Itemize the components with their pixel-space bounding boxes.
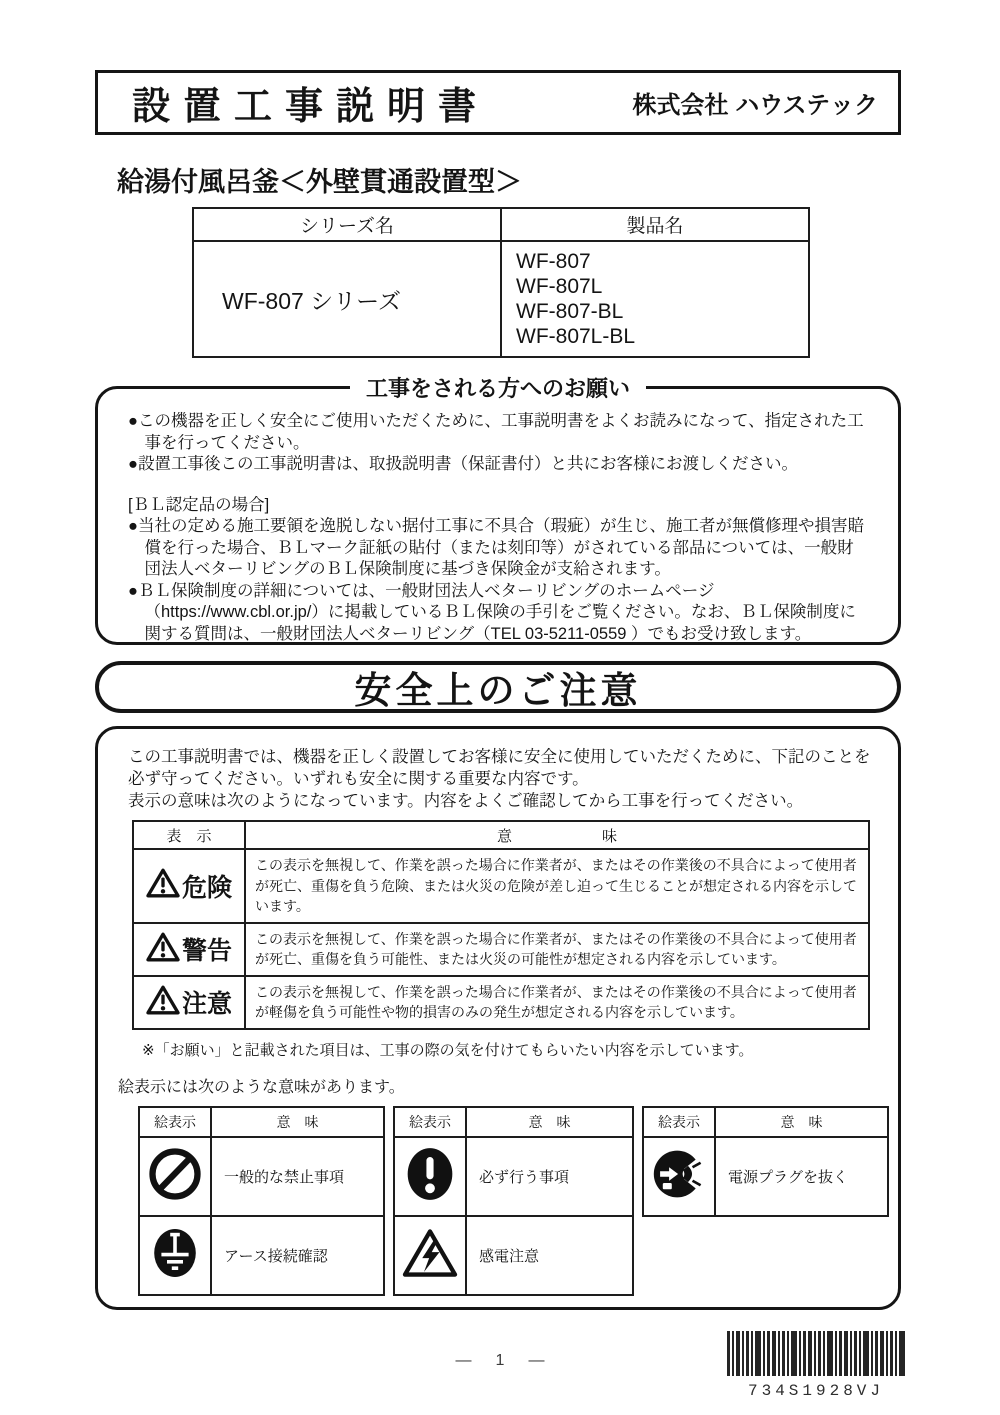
earth-ground-icon bbox=[139, 1216, 211, 1295]
warning-row bbox=[133, 923, 869, 976]
pictogram-meaning: 必ず行う事項 bbox=[466, 1137, 633, 1216]
product-table-row bbox=[193, 241, 809, 357]
product-category-subtitle: 給湯付風呂釜＜外壁貫通設置型＞ bbox=[117, 167, 522, 197]
danger-sign-cell bbox=[133, 849, 245, 923]
warning-meaning: この表示を無視して、作業を誤った場合に作業者が、またはその作業後の不具合によって使用者が死亡、重傷を負う可能性、または火災の可能性が想定される内容を示しています。 bbox=[245, 923, 869, 976]
product-name-header: 製品名 bbox=[501, 208, 809, 241]
warning-triangle-icon bbox=[146, 985, 180, 1020]
series-name-cell: WF-807 シリーズ bbox=[193, 241, 501, 357]
company-name: 株式会社 ハウステック bbox=[632, 92, 878, 119]
safety-precautions-title: 安全上のご注意 bbox=[95, 661, 901, 713]
safety-intro-paragraph: この工事説明書では、機器を正しく設置してお客様に安全に使用していただくために、下記のことを必ず守ってください。いずれも安全に関する重要な内容です。 bbox=[128, 748, 871, 788]
electric-shock-icon bbox=[394, 1216, 466, 1295]
signal-word-table bbox=[132, 820, 870, 1030]
caution-row bbox=[133, 976, 869, 1029]
bl-bullet: ●ＢＬ保険制度の詳細については、一般財団法人ベターリビングのホームページ（https://www.cbl.or.jp/）に掲載しているＢＬ保険の手引をご覧ください。なお、ＢＬ保険制度に関する質問は、一般財団法人ベターリビング（TEL 03-5211-0559 ）でもお受け致します。 bbox=[128, 581, 856, 643]
product-name: WF-807-BL bbox=[516, 300, 624, 323]
bl-bullet: ●当社の定める施工要領を逸脱しない据付工事に不具合（瑕疵）が生じ、施工者が無償修理や損害賠償を行った場合、ＢＬマーク証紙の貼付（または刻印等）がされている部品については、一般財団法人ベターリビングのＢＬ保険制度に基づき保険金が支給されます。 bbox=[128, 517, 864, 578]
pictogram-table-group-1 bbox=[138, 1106, 385, 1296]
pictogram-table-group-3 bbox=[642, 1106, 889, 1217]
installer-request-content bbox=[98, 389, 898, 645]
page-number: 1 bbox=[495, 1352, 505, 1369]
signal-table-header-row bbox=[133, 821, 869, 849]
pictogram-table-group-2 bbox=[393, 1106, 634, 1296]
pictogram-column-header: 絵表示 bbox=[139, 1107, 211, 1137]
safety-intro bbox=[128, 746, 872, 812]
pictogram-meaning: 一般的な禁止事項 bbox=[211, 1137, 384, 1216]
meaning-column-header: 意 味 bbox=[245, 821, 869, 849]
caution-label: 注意 bbox=[181, 990, 232, 1018]
pictogram-row bbox=[139, 1216, 384, 1295]
pictogram-tables bbox=[138, 1106, 898, 1296]
document-title-box bbox=[95, 70, 901, 135]
footer-dash: ― bbox=[528, 1352, 545, 1369]
warning-sign-cell bbox=[133, 923, 245, 976]
warning-triangle-icon bbox=[146, 868, 180, 903]
danger-meaning: この表示を無視して、作業を誤った場合に作業者が、またはその作業後の不具合によって使用者が死亡、重傷を負う危険、または火災の危険が差し迫って生じることが想定される内容を示しています。 bbox=[245, 849, 869, 923]
footer-dash: ― bbox=[455, 1352, 472, 1369]
product-table-header-row bbox=[193, 208, 809, 241]
safety-precautions-box bbox=[95, 726, 901, 1310]
pictogram-column-header: 絵表示 bbox=[643, 1107, 715, 1137]
installer-request-title: 工事をされる方へのお願い bbox=[350, 372, 646, 403]
unplug-power-icon bbox=[643, 1137, 715, 1216]
pictogram-meaning: 電源プラグを抜く bbox=[715, 1137, 888, 1216]
meaning-column-header: 意 味 bbox=[466, 1107, 633, 1137]
pictogram-row bbox=[394, 1216, 633, 1295]
sign-column-header: 表 示 bbox=[133, 821, 245, 849]
pictogram-row bbox=[139, 1137, 384, 1216]
installer-request-box bbox=[95, 376, 901, 645]
pictogram-intro: 絵表示には次のような意味があります。 bbox=[118, 1078, 405, 1096]
request-bullet: ●設置工事後この工事説明書は、取扱説明書（保証書付）と共にお客様にお渡しください。 bbox=[128, 455, 798, 473]
danger-row bbox=[133, 849, 869, 923]
meaning-column-header: 意 味 bbox=[715, 1107, 888, 1137]
pictogram-column-header: 絵表示 bbox=[394, 1107, 466, 1137]
product-name: WF-807 bbox=[516, 250, 591, 273]
caution-sign-cell bbox=[133, 976, 245, 1029]
pictogram-meaning: アース接続確認 bbox=[211, 1216, 384, 1295]
safety-intro-paragraph: 表示の意味は次のようになっています。内容をよくご確認してから工事を行ってください。 bbox=[128, 792, 804, 810]
pictogram-meaning: 感電注意 bbox=[466, 1216, 633, 1295]
product-name: WF-807L-BL bbox=[516, 325, 636, 348]
prohibition-icon bbox=[139, 1137, 211, 1216]
document-title: 設置工事説明書 bbox=[132, 86, 490, 128]
mandatory-action-icon bbox=[394, 1137, 466, 1216]
danger-label: 危険 bbox=[181, 873, 232, 902]
caution-meaning: この表示を無視して、作業を誤った場合に作業者が、またはその作業後の不具合によって使用者が軽傷を負う可能性や物的損害のみの発生が想定される内容を示しています。 bbox=[245, 976, 869, 1029]
warning-label: 警告 bbox=[181, 937, 232, 965]
pictogram-row bbox=[643, 1137, 888, 1216]
product-name: WF-807L bbox=[516, 275, 603, 298]
series-name-header: シリーズ名 bbox=[193, 208, 501, 241]
page-footer bbox=[0, 1352, 1000, 1370]
warning-triangle-icon bbox=[146, 932, 180, 967]
barcode-text: 734S1928VJ bbox=[747, 1382, 884, 1400]
bl-certified-label: [ＢＬ認定品の場合] bbox=[128, 495, 270, 514]
onegai-note: ※「お願い」と記載された項目は、工事の際の気を付けてもらいたい内容を示しています。 bbox=[142, 1041, 754, 1059]
pictogram-row bbox=[394, 1137, 633, 1216]
request-bullet: ●この機器を正しく安全にご使用いただくために、工事説明書をよくお読みになって、指定された工事を行ってください。 bbox=[128, 412, 864, 452]
product-names-cell bbox=[501, 241, 809, 357]
meaning-column-header: 意 味 bbox=[211, 1107, 384, 1137]
product-table bbox=[192, 207, 810, 358]
